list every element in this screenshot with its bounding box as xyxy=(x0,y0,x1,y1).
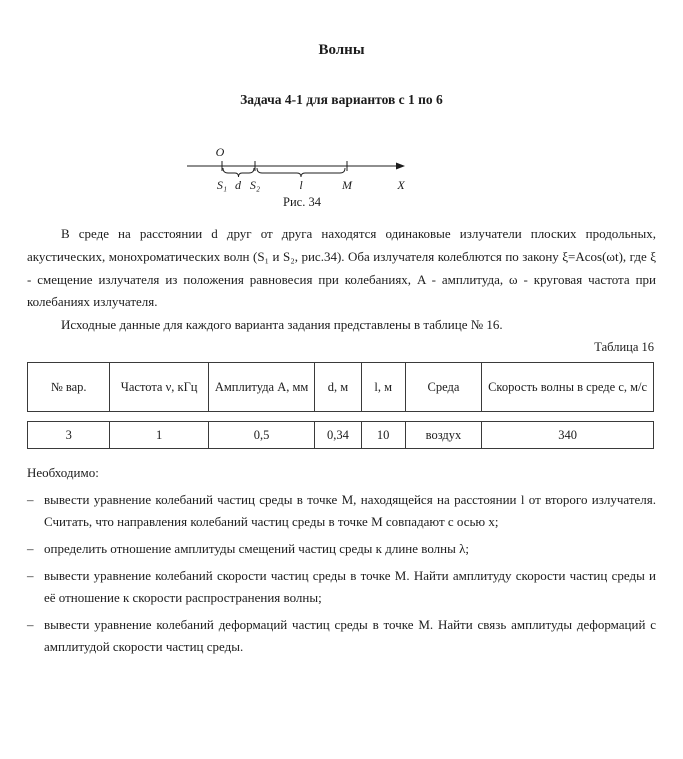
cell-d: 0,34 xyxy=(315,421,361,448)
col-header-l: l, м xyxy=(361,362,405,411)
task-text-3: вывести уравнение колебаний скорости частиц среды в точке М. Найти амплитуду скорости частиц среды и её отношение к скорости распространения волны; xyxy=(44,567,656,605)
s1-label: S₁ xyxy=(216,178,228,192)
dash-marker: – xyxy=(27,567,34,583)
task-item xyxy=(27,538,656,560)
col-header-frequency: Частота ν, кГц xyxy=(110,362,208,411)
table-row xyxy=(28,421,654,448)
col-header-wave-speed: Скорость волны в среде c, м/с xyxy=(482,362,654,411)
m-label: M xyxy=(342,178,352,192)
task-text-2: определить отношение амплитуды смещений частиц среды к длине волны λ; xyxy=(44,540,469,556)
dash-marker: – xyxy=(27,491,34,507)
axis-arrowhead-icon xyxy=(396,163,405,170)
paragraph-data-note: Исходные данные для каждого варианта задания представлены в таблице № 16. xyxy=(61,317,503,332)
dash-marker: – xyxy=(27,540,34,556)
figure-34 xyxy=(177,144,427,210)
task-text-1: вывести уравнение колебаний частиц среды в точке М, находящейся на расстоянии l от второго излучателя. Считать, что направления колебаний частиц среды в точке М совпадают с осью x; xyxy=(44,491,656,529)
cell-wave-speed: 340 xyxy=(482,421,654,448)
cell-l: 10 xyxy=(361,421,405,448)
cell-frequency: 1 xyxy=(110,421,208,448)
figure-caption: Рис. 34 xyxy=(283,195,321,209)
table-values xyxy=(27,421,654,449)
col-header-d: d, м xyxy=(315,362,361,411)
axis-diagram xyxy=(177,144,427,194)
table-header-row xyxy=(28,362,654,411)
table-label: Таблица 16 xyxy=(594,339,654,354)
brace-l xyxy=(257,168,345,177)
brace-d xyxy=(223,168,254,177)
task-text-4: вывести уравнение колебаний деформаций частиц среды в точке М. Найти связь амплитуды деформаций с амплитудой скорости частиц среды. xyxy=(44,617,656,655)
tasks-intro: Необходимо: xyxy=(27,464,99,480)
dash-marker: – xyxy=(27,617,34,633)
l-label: l xyxy=(299,178,303,192)
s2-label: S₂ xyxy=(249,178,261,192)
cell-medium: воздух xyxy=(405,421,481,448)
task-subtitle: Задача 4-1 для вариантов с 1 по 6 xyxy=(240,92,443,107)
cell-variant: 3 xyxy=(28,421,110,448)
paragraph-problem: В среде на расстоянии d друг от друга находятся одинаковые излучатели плоских продольных, акустических, монохроматических волн (S₁ и S₂, рис.34). Оба излучателя колеблются по закону ξ=Acos(ωt), где ξ - смещение излучателя из положения равновесия при колебаниях, A - амплитуда, ω - круговая частота при колебаниях излучателя. xyxy=(27,226,656,310)
task-item xyxy=(27,565,656,609)
col-header-medium: Среда xyxy=(405,362,481,411)
task-item xyxy=(27,489,656,533)
x-axis-label: X xyxy=(397,178,405,192)
origin-label: O xyxy=(215,145,225,159)
cell-amplitude: 0,5 xyxy=(208,421,315,448)
page-title: Волны xyxy=(318,42,365,58)
col-header-variant: № вар. xyxy=(28,362,110,411)
col-header-amplitude: Амплитуда A, мм xyxy=(208,362,315,411)
table-header xyxy=(27,362,654,412)
task-item xyxy=(27,614,656,658)
d-label: d xyxy=(235,178,241,192)
